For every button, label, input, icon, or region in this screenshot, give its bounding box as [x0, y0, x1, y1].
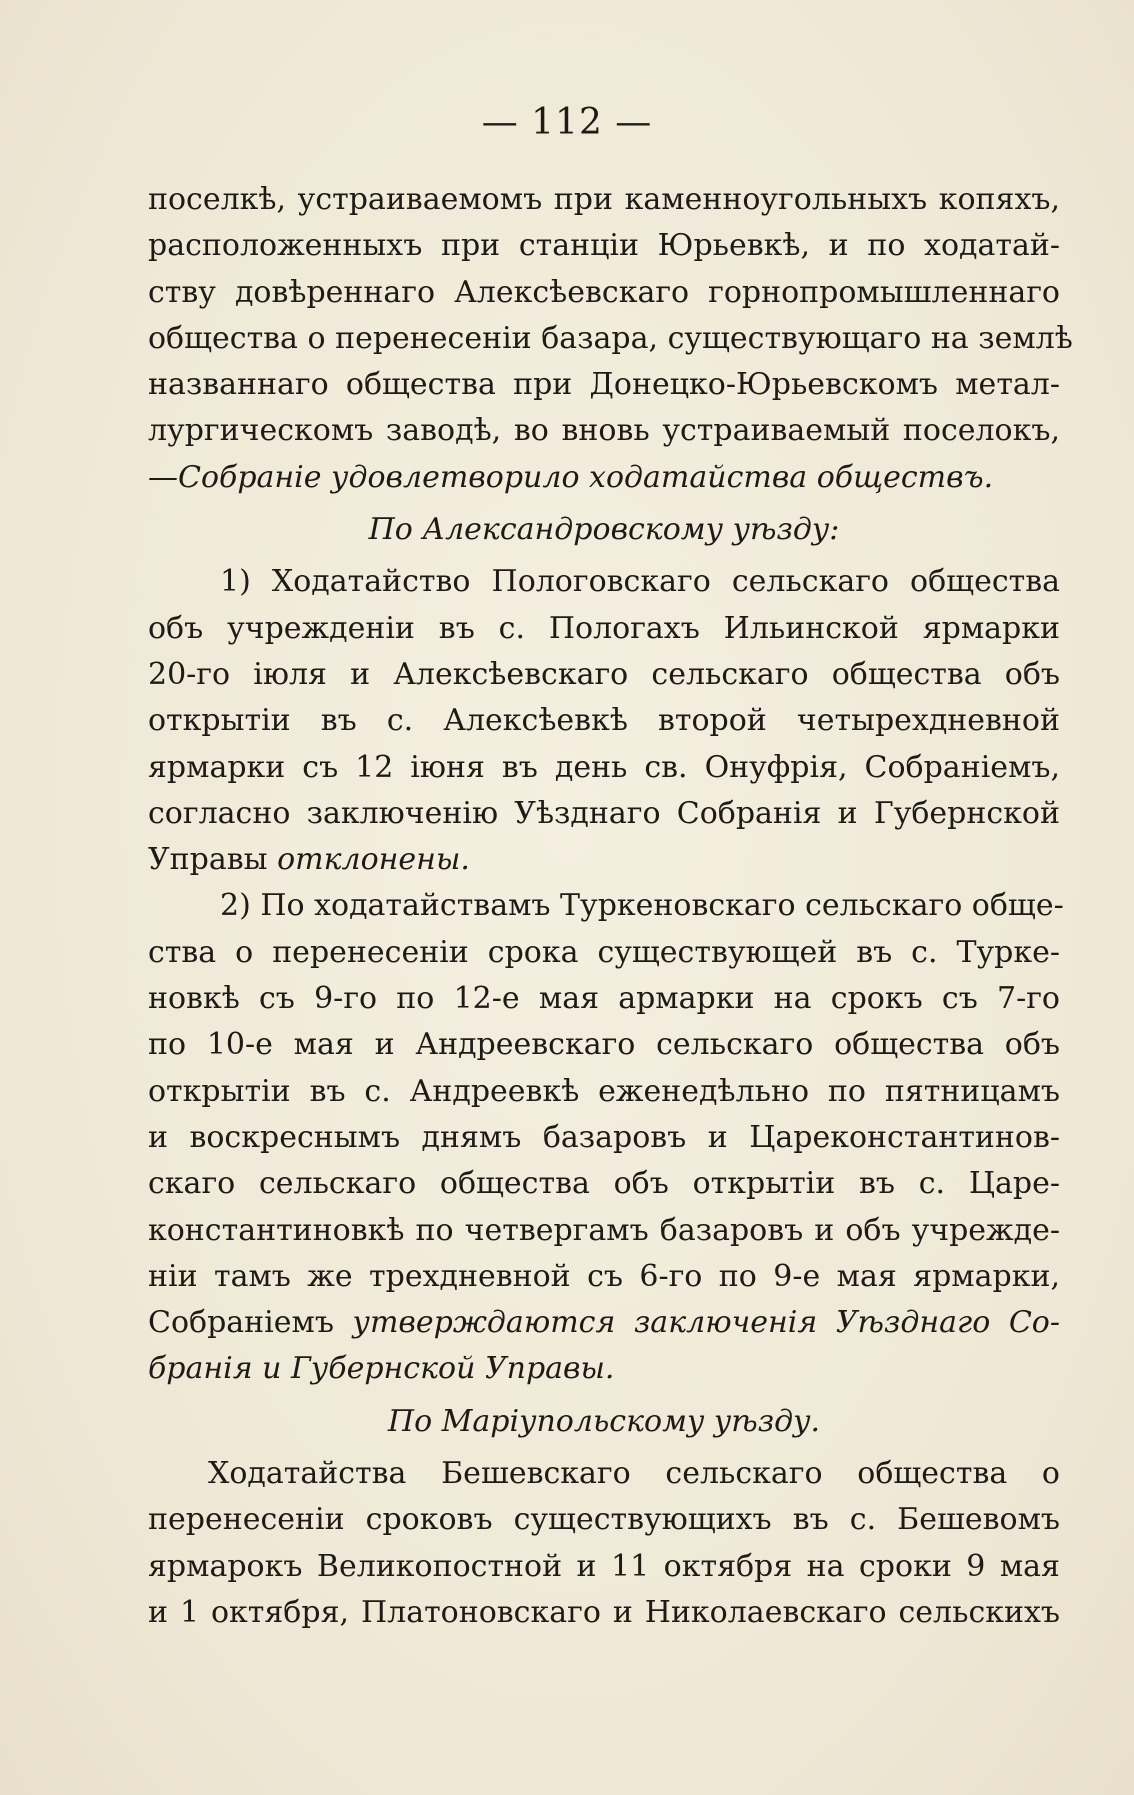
resolution-text: бранія и Губернской Управы. — [148, 1351, 615, 1387]
section-heading-aleksandrovsky: По Александровскому уѣзду: — [368, 512, 840, 548]
text-line: открытіи въ с. Андреевкѣ еженедѣльно по пятницамъ — [148, 1073, 1060, 1109]
text-line: ярмарокъ Великопостной и 11 октября на сроки 9 мая — [148, 1548, 1060, 1584]
resolution-line — [148, 455, 1060, 501]
text-line: лургическомъ заводѣ, во вновь устраиваемый поселокъ, — [148, 413, 1060, 449]
text-line: расположенныхъ при станціи Юрьевкѣ, и по ходатай- — [148, 228, 1060, 264]
text-line — [148, 1300, 1060, 1346]
text-line: 20-го іюля и Алексѣевскаго сельскаго общества объ — [148, 656, 1060, 692]
text-line: ярмарки съ 12 іюня въ день св. Онуфрія, Собраніемъ, — [148, 749, 1060, 785]
text-line: объ учрежденіи въ с. Пологахъ Ильинской ярмарки — [148, 610, 1060, 646]
text-line: и 1 октября, Платоновскаго и Николаевскаго сельскихъ — [148, 1594, 1060, 1630]
text-line: согласно заключенію Уѣзднаго Собранія и Губернской — [148, 795, 1060, 831]
text-line: перенесеніи сроковъ существующихъ въ с. Бешевомъ — [148, 1502, 1060, 1538]
text-line: поселкѣ, устраиваемомъ при каменноугольныхъ копяхъ, — [148, 182, 1060, 217]
text-line: ніи тамъ же трехдневной съ 6-го по 9-е мая ярмарки, — [148, 1258, 1060, 1294]
text-line: открытіи въ с. Алексѣевкѣ второй четырехдневной — [148, 703, 1060, 739]
text-line: 1) Ходатайство Пологовскаго сельскаго общества — [220, 564, 1060, 600]
text-line: ству довѣреннаго Алексѣевскаго горнопромышленнаго — [148, 274, 1060, 310]
text-line: общества о перенесеніи базара, существующаго на землѣ — [148, 320, 1073, 356]
text-line: Ходатайства Бешевскаго сельскаго общества о — [208, 1456, 1060, 1492]
text-line: ства о перенесеніи срока существующей въ с. Турке- — [148, 934, 1060, 970]
text-line — [148, 1346, 1060, 1392]
text-line: 2) По ходатайствамъ Туркеновскаго сельскаго обще- — [220, 888, 1064, 924]
text-line — [148, 837, 1060, 883]
page-number: — 112 — — [481, 102, 653, 143]
text-line: и воскреснымъ днямъ базаровъ и Цареконстантинов- — [148, 1119, 1060, 1155]
section-heading-mariupolsky: По Маріупольскому уѣзду. — [387, 1403, 821, 1439]
text-line: константиновкѣ по четвергамъ базаровъ и объ учрежде- — [148, 1212, 1060, 1248]
text-line: скаго сельскаго общества объ открытіи въ с. Царе- — [148, 1166, 1060, 1202]
resolution-text: утверждаются заключенія Уѣзднаго Со- — [352, 1305, 1061, 1341]
text-body — [148, 177, 1073, 1636]
resolution-text: отклонены. — [277, 842, 470, 878]
text-plain: Собраніемъ — [148, 1305, 353, 1341]
resolution-text: —Собраніе удовлетворило ходатайства обществъ. — [148, 459, 994, 495]
text-line: названнаго общества при Донецко-Юрьевскомъ метал- — [148, 367, 1060, 403]
text-line: новкѣ съ 9-го по 12-е мая армарки на срокъ съ 7-го — [148, 981, 1060, 1017]
text-line: по 10-е мая и Андреевскаго сельскаго общества объ — [148, 1027, 1060, 1063]
text-plain: Управы — [148, 842, 278, 878]
